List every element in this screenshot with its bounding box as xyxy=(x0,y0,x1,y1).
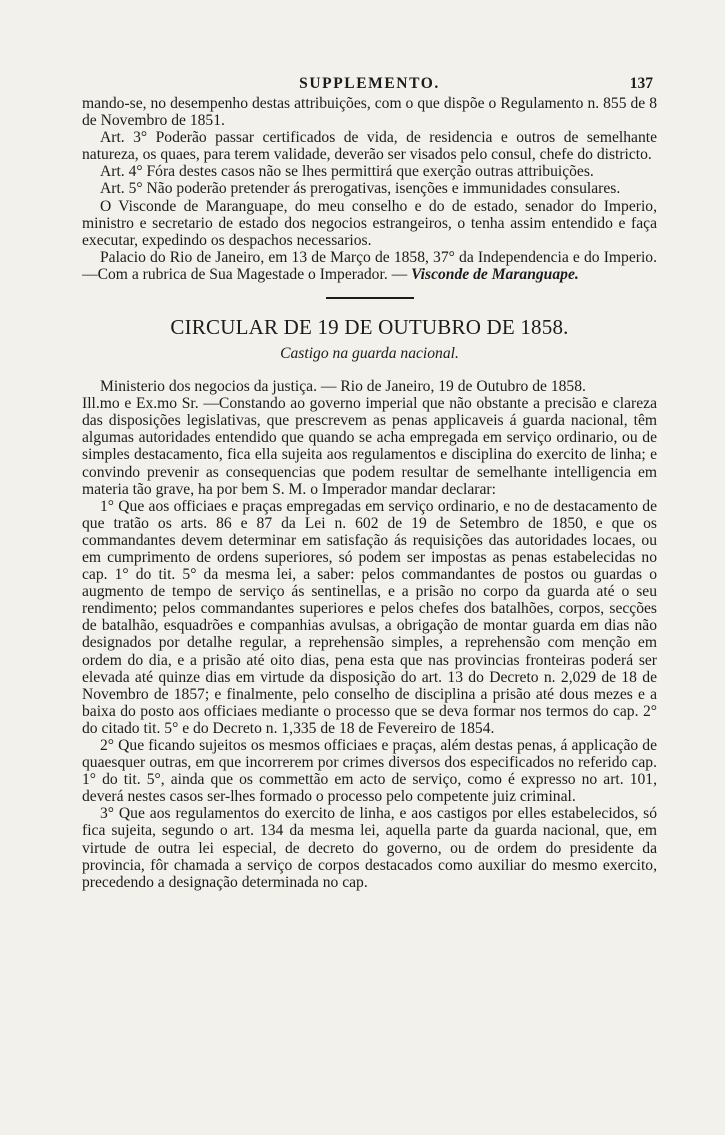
page-number: 137 xyxy=(629,75,653,92)
running-title: SUPPLEMENTO. xyxy=(299,75,440,92)
article-3: Art. 3° Poderão passar certificados de vida, de residencia e outros de semelhante natureza, os quaes, para terem validade, deverão ser visados pelo consul, chefe do districto. xyxy=(82,129,657,164)
signature: Visconde de Maranguape. xyxy=(411,265,579,283)
circular-intro: Ill.mo e Ex.mo Sr. —Constando ao governo imperial que não obstante a precisão e clareza das disposições legislativas, que prescrevem as penas applicaveis á guarda nacional, têm algumas autoridades entendido que quando se acha empregada em serviço ordinario, ou de simples destacamento, fica ella sujeita aos regulamentos e disciplina do exercito de linha; e convindo prevenir as consequencias que podem resultar de semelhante intelligencia em materia tão grave, ha por bem S. M. o Imperador mandar declarar: xyxy=(82,395,657,498)
circular-subject: Castigo na guarda nacional. xyxy=(280,345,459,363)
palacio-text: Palacio do Rio de Janeiro, em 13 de Março de 1858, 37° da Independencia e do Imperio. —Com a rubrica de Sua Magestade o Imperador. — xyxy=(82,248,657,283)
circular-title: CIRCULAR DE 19 DE OUTUBRO DE 1858. xyxy=(170,315,569,340)
article-4: Art. 4° Fóra destes casos não se lhes permittirá que exerção outras attribuições. xyxy=(100,163,594,181)
circular-dateline: Ministerio dos negocios da justiça. — Rio de Janeiro, 19 de Outubro de 1858. xyxy=(100,378,586,396)
circular-item-3: 3° Que aos regulamentos do exercito de linha, e aos castigos por elles estabelecidos, só fica sujeita, segundo o art. 134 da mesma lei, aquella parte da guarda nacional, que, em virtude de outra lei especial, de decreto do governo, ou de ordem do presidente da provincia, fôr chamada a serviço de corpos destacados como auxiliar do mesmo exercito, precedendo a designação determinada no cap. xyxy=(82,805,657,891)
article-5: Art. 5° Não poderão pretender ás prerogativas, isenções e immunidades consulares. xyxy=(100,180,621,198)
section-divider xyxy=(326,297,414,299)
page-header xyxy=(82,72,657,94)
circular-item-1: 1° Que aos officiaes e praças empregadas em serviço ordinario, e no de destacamento de que tratão os arts. 86 e 87 da Lei n. 602 de 19 de Setembro de 1850, e que os commandantes devem determinar em satisfação ás requisições das autoridades locaes, ou em cumprimento de ordens superiores, só podem ser impostas as penas estabelecidas no cap. 1° do tit. 5° da mesma lei, a saber: pelos commandantes de postos ou guardas o augmento de tempo de serviço ás sentinellas, e a prisão no corpo da guarda até o seu rendimento; pelos commandantes superiores e pelos chefes dos batalhões, corpos, secções de batalhão, esquadrões e companhias avulsas, a obrigação de montar guarda em dias não designados por detalhe regular, a reprehensão simples, a reprehensão com menção em ordem do dia, e a prisão até oito dias, pena esta que nas provincias fronteiras poderá ser elevada até quinze dias em virtude da disposição do art. 13 do Decreto n. 2,029 de 18 de Novembro de 1857; e finalmente, pelo conselho de disciplina a prisão até dous mezes e a baixa do posto aos officiaes mediante o processo que se deva formar nos termos do cap. 2° do citado tit. 5° e do Decreto n. 1,335 de 18 de Fevereiro de 1854. xyxy=(82,497,657,737)
visconde-paragraph: O Visconde de Maranguape, do meu conselho e do de estado, senador do Imperio, ministro e secretario de estado dos negocios estrangeiros, o tenha assim entendido e faça executar, expedindo os despachos necessarios. xyxy=(82,197,657,249)
circular-item-2: 2° Que ficando sujeitos os mesmos officiaes e praças, além destas penas, á applicação de quaesquer outras, em que incorrerem por crimes diversos dos especificados no referido cap. 1° do tit. 5°, ainda que os commettão em acto de serviço, como é expresso no art. 101, deverá nestes casos ser-lhes formado o processo pelo competente juiz criminal. xyxy=(82,737,657,806)
decree-continuation: mando-se, no desempenho destas attribuições, com o que dispõe o Regulamento n. 855 de 8 de Novembro de 1851. xyxy=(82,95,657,130)
page-body xyxy=(82,72,657,891)
palacio-paragraph xyxy=(82,249,657,283)
